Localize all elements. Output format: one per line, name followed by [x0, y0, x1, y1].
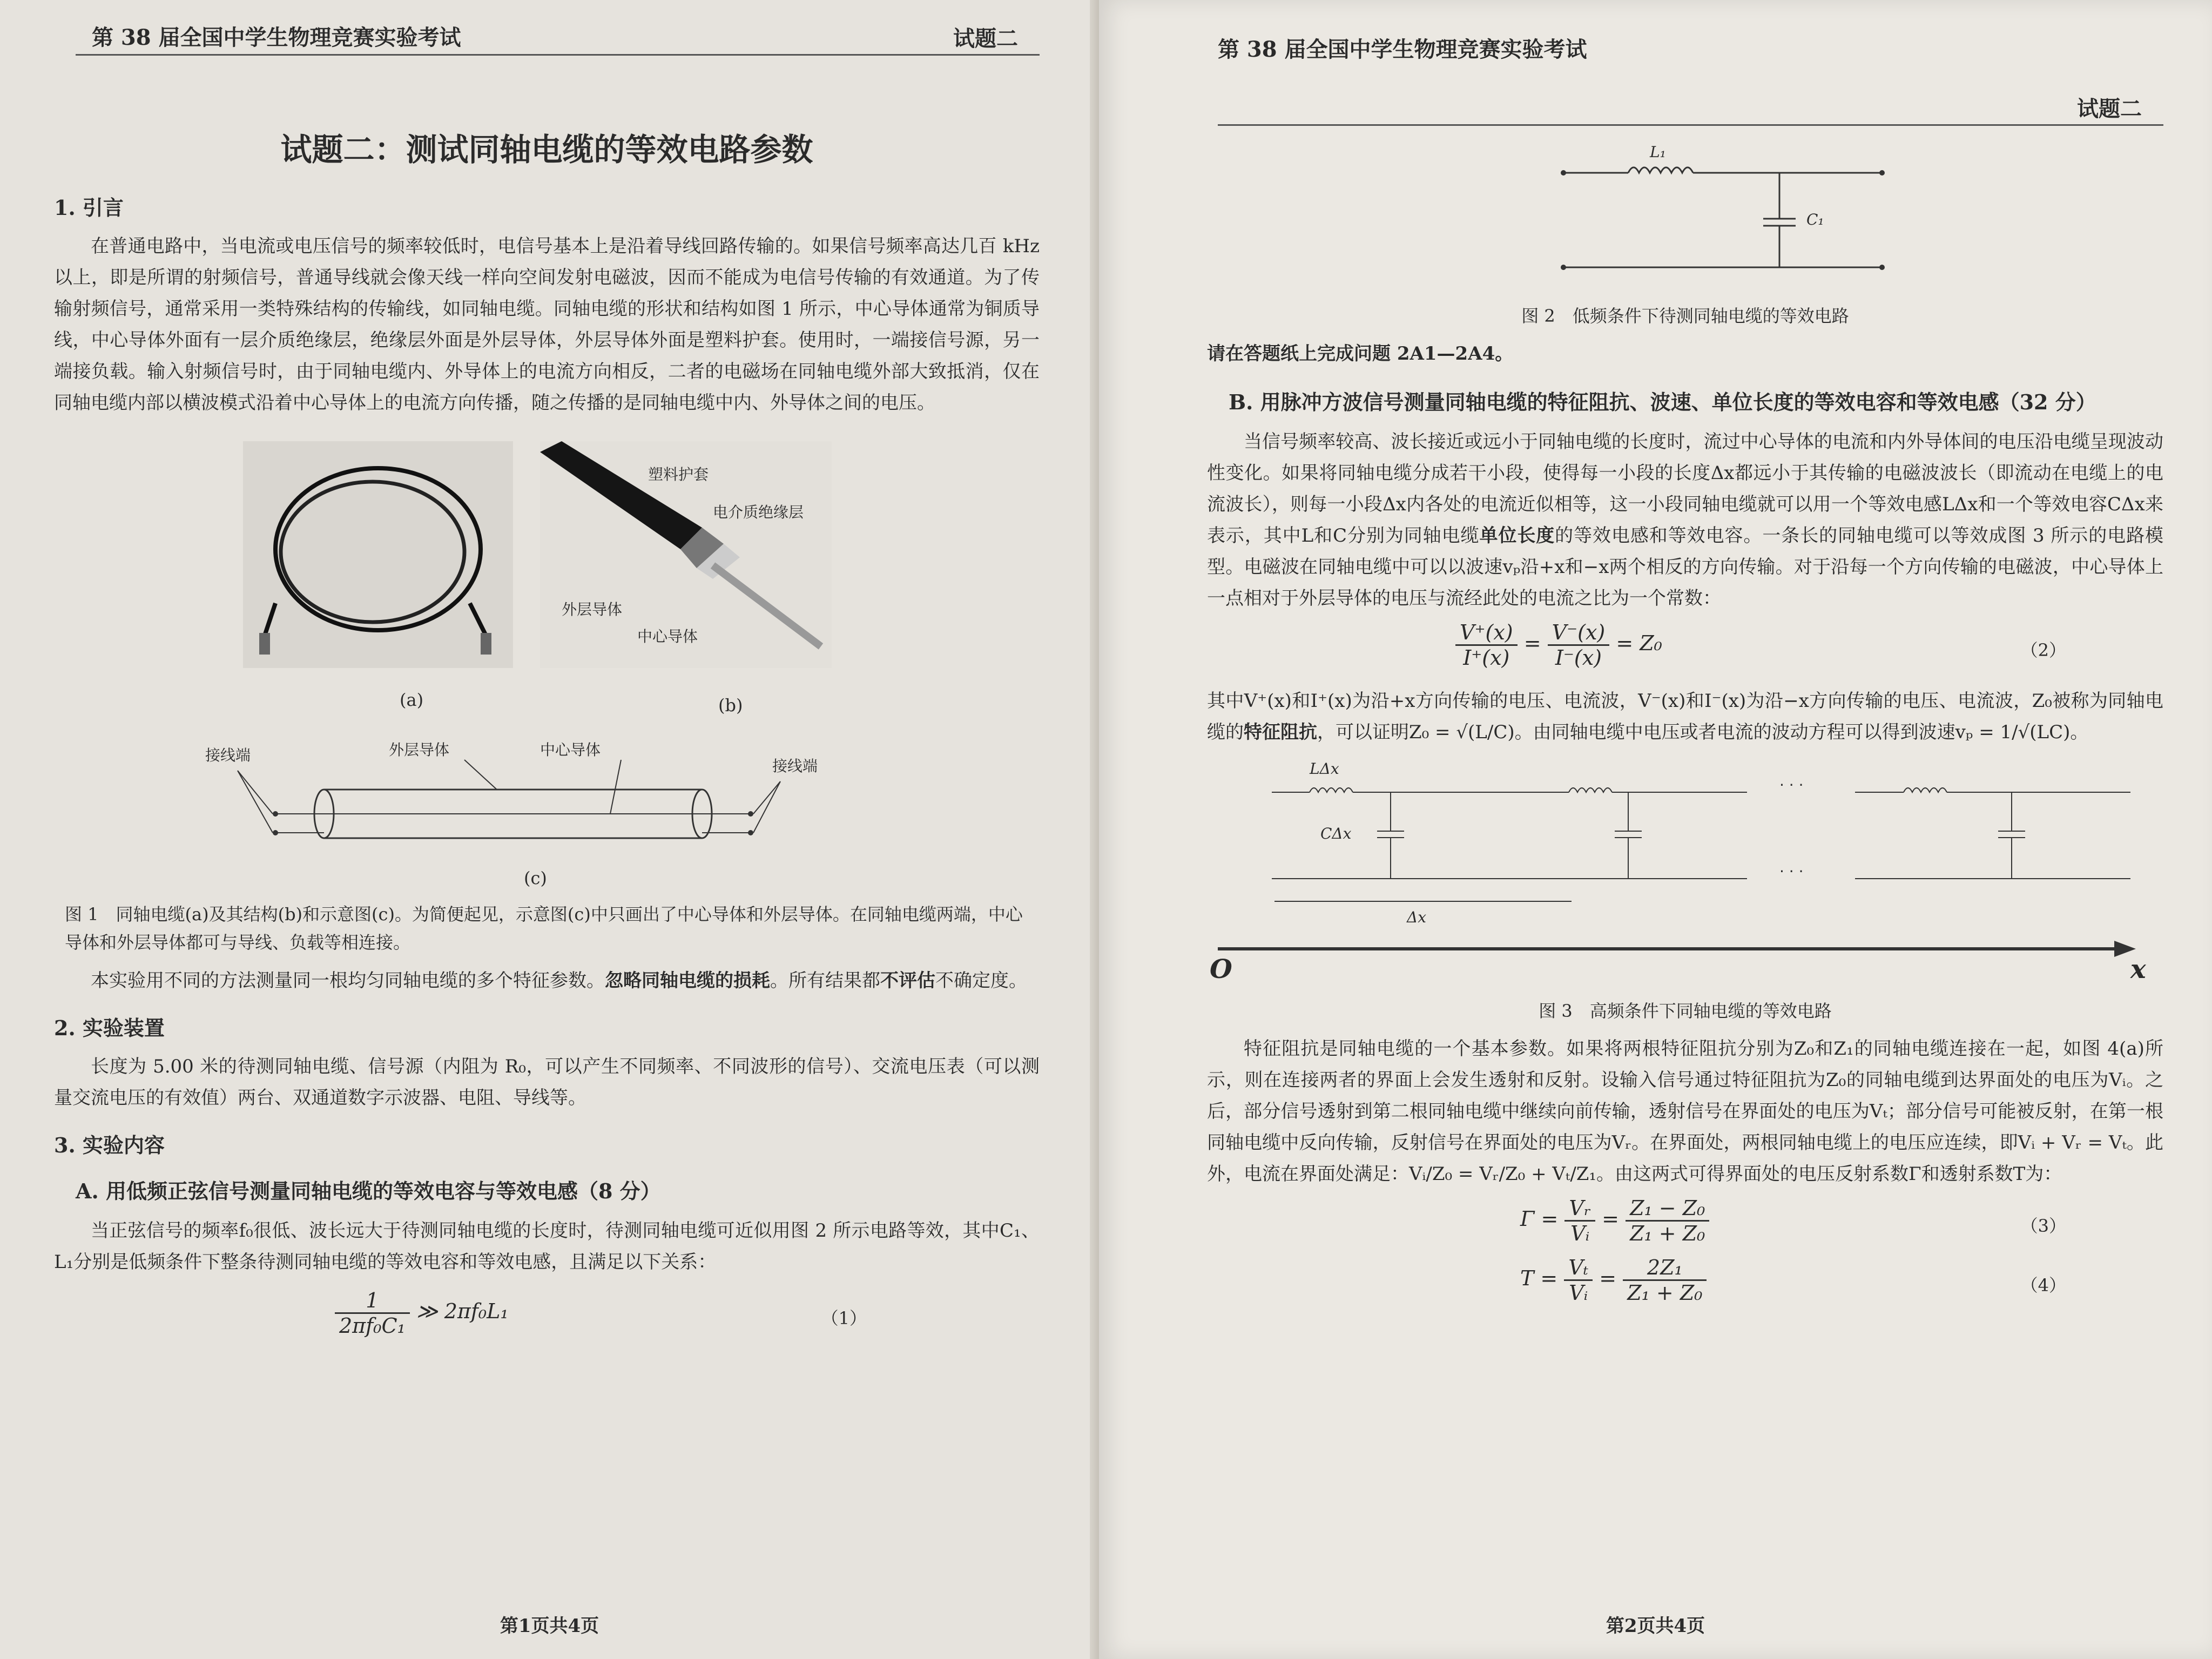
label-jacket: 塑料护套 — [648, 466, 709, 483]
page-footer: 第2页共4页 — [1606, 1615, 1705, 1637]
paragraph: 其中V⁺(x)和I⁺(x)为沿+x方向传输的电压、电流波，V⁻(x)和I⁻(x)为沿−x方向传输的电压、电流波，Z₀被称为同轴电缆的特征阻抗，可以证明Z₀ = √(L/C)。由同轴电缆中电压或者电流的波动方程可以得到波速vₚ = 1/√(LC)。 — [1207, 690, 2163, 743]
equation-number: （1） — [821, 1308, 867, 1328]
label-origin: O — [1210, 954, 1232, 984]
instruction-note: 请在答题纸上完成问题 2A1—2A4。 — [1207, 343, 1514, 365]
equation-2: $\frac{V^+(x)}{I^+(x)}$ = $\frac{V^-(x)}{I^-(x)}$ = Z₀ （2） — [1207, 621, 2163, 685]
header-rule — [76, 54, 1040, 56]
paragraph: 当信号频率较高、波长接近或远小于同轴电缆的长度时，流过中心导体的电流和内外导体间的电压沿电缆呈现波动性变化。如果将同轴电缆分成若干小段，使得每一小段的长度Δx都远小于其传输的电磁波波长（即流动在电缆上的电流波长），则每一小段Δx内各处的电流近似相等，这一小段同轴电缆就可以用一个等效电感LΔx和一个等效电容CΔx来表示，其中L和C分别为同轴电缆单位长度的等效电感和等效电容。一条长的同轴电缆可以等效成图 3 所示的电路模型。电磁波在同轴电缆中可以以波速vₚ沿+x和−x两个相反的方向传输。对于沿每一个方向传输的电磁波，中心导体上一点相对于外层导体的电压与流经此处的电流之比为一个常数： — [1207, 431, 2164, 609]
left-page — [0, 0, 1099, 1659]
label-C-dx: CΔx — [1320, 825, 1352, 842]
label-L1: L₁ — [1650, 143, 1666, 161]
label-dielectric: 电介质绝缘层 — [713, 503, 804, 521]
label-c: (c) — [524, 868, 547, 888]
paragraph: 本实验用不同的方法测量同一根均匀同轴电缆的多个特征参数。忽略同轴电缆的损耗。所有结果都不评估不确定度。 — [91, 970, 1027, 992]
cable-structure-image — [540, 441, 832, 668]
section-heading: 3. 实验内容 — [54, 1133, 165, 1157]
cable-photo — [243, 441, 513, 668]
label-outer-c: 外层导体 — [389, 741, 450, 759]
equation-4: T = $\frac{\text{Vₜ}}{\text{Vᵢ}}$ = $\frac{\text{2Z₁}}{\text{Z₁ + Z₀}}$ （4） — [1520, 1256, 2066, 1305]
exam-title: 第 38 届全国中学生物理竞赛实验考试 — [92, 25, 461, 50]
label-b: (b) — [718, 695, 743, 716]
subsection-heading: A. 用低频正弦信号测量同轴电缆的等效电容与等效电感（8 分） — [76, 1179, 661, 1203]
label-dx: Δx — [1407, 908, 1427, 926]
figure-3-caption: 图 3 高频条件下同轴电缆的等效电路 — [1539, 1001, 1832, 1021]
equation-number: （2） — [2020, 640, 2066, 660]
figure-1-caption: 图 1 同轴电缆(a)及其结构(b)和示意图(c)。为简便起见，示意图(c)中只画出了中心导体和外层导体。在同轴电缆两端，中心导体和外层导体都可与导线、负载等相连接。 — [65, 904, 1023, 953]
ellipsis-top: · · · — [1779, 776, 1804, 794]
label-x-axis: x — [2130, 954, 2146, 984]
paragraph: 特征阻抗是同轴电缆的一个基本参数。如果将两根特征阻抗分别为Z₀和Z₁的同轴电缆连接在一起，如图 4(a)所示，则在连接两者的界面上会发生透射和反射。设输入信号通过特征阻抗为Z₀的同轴电缆到达界面处的电压为Vᵢ。之后，部分信号透射到第二根同轴电缆中继续向前传输，透射信号在界面处的电压为Vₜ；部分信号可能被反射，在第一根同轴电缆中反向传输，反射信号在界面处的电压为Vᵣ。在界面处，两根同轴电缆上的电压应连续，即Vᵢ + Vᵣ = Vₜ。此外，电流在界面处满足：Vᵢ/Z₀ = Vᵣ/Z₀ + Vₜ/Z₁。由这两式可得界面处的电压反射系数Γ和透射系数T为： — [1207, 1038, 2163, 1185]
ellipsis-bottom: · · · — [1779, 862, 1804, 880]
label-terminal-left: 接线端 — [205, 746, 251, 764]
problem-title: 试题二：测试同轴电缆的等效电路参数 — [280, 131, 813, 168]
label-a: (a) — [400, 690, 424, 710]
label-center-c: 中心导体 — [540, 741, 601, 759]
right-page — [1099, 0, 2212, 1659]
label-terminal-right: 接线端 — [772, 757, 818, 775]
section-heading: 1. 引言 — [54, 195, 124, 220]
problem-label: 试题二 — [953, 26, 1018, 51]
coil-cable-image — [243, 441, 513, 668]
figure-2-caption: 图 2 低频条件下待测同轴电缆的等效电路 — [1521, 306, 1849, 326]
subsection-heading: B. 用脉冲方波信号测量同轴电缆的特征阻抗、波速、单位长度的等效电容和等效电感（32 分） — [1229, 390, 2096, 414]
header-rule — [1218, 124, 2163, 126]
exam-title: 第 38 届全国中学生物理竞赛实验考试 — [1218, 37, 1587, 62]
figure-1c — [54, 738, 1040, 895]
figure-2 — [1207, 135, 2163, 297]
label-outer: 外层导体 — [562, 601, 623, 618]
section-heading: 2. 实验装置 — [54, 1016, 165, 1040]
lc-circuit — [1207, 135, 2163, 297]
distributed-lc-circuit — [1207, 754, 2163, 981]
label-L-dx: LΔx — [1310, 760, 1339, 778]
page-header — [54, 0, 1040, 65]
paragraph: 在普通电路中，当电流或电压信号的频率较低时，电信号基本上是沿着导线回路传输的。如果信号频率高达几百 kHz 以上，即是所谓的射频信号，普通导线就会像天线一样向空间发射电磁波，因而不能成为电信号传输的有效通道。为了传输射频信号，通常采用一类特殊结构的传输线，如同轴电缆。同轴电缆的形状和结构如图 1 所示，中心导体通常为铜质导线，中心导体外面有一层介质绝缘层，绝缘层外面是外层导体，外层导体外面是塑料护套。使用时，一端接信号源，另一端接负载。输入射频信号时，由于同轴电缆内、外导体上的电流方向相反，二者的电磁场在同轴电缆外部大致抵消，仅在同轴电缆内部以横波模式沿着中心导体上的电流方向传播，随之传播的是同轴电缆中内、外导体之间的电压。 — [54, 235, 1040, 414]
page-footer: 第1页共4页 — [500, 1615, 599, 1637]
equation-number: （3） — [2020, 1216, 2066, 1236]
equation-number: （4） — [2020, 1275, 2066, 1296]
label-center: 中心导体 — [637, 628, 698, 645]
paragraph: 当正弦信号的频率f₀很低、波长远大于待测同轴电缆的长度时，待测同轴电缆可近似用图 2 所示电路等效，其中C₁、L₁分别是低频条件下整条待测同轴电缆的等效电容和等效电感，且满足以下关系： — [54, 1220, 1040, 1273]
page-header — [1207, 0, 2163, 135]
figure-3 — [1207, 754, 2163, 984]
equation-1: $\frac{1}{\text{2πf₀C₁}}$ ≫ 2πf₀L₁ （1） — [54, 1289, 1040, 1353]
equation-3: Γ = $\frac{\text{Vᵣ}}{\text{Vᵢ}}$ = $\frac{\text{Z₁ − Z₀}}{\text{Z₁ + Z₀}}$ （3） — [1520, 1196, 2066, 1245]
label-C1: C₁ — [1806, 211, 1824, 228]
paragraph: 长度为 5.00 米的待测同轴电缆、信号源（内阻为 R₀，可以产生不同频率、不同波形的信号）、交流电压表（可以测量交流电压的有效值）两台、双通道数字示波器、电阻、导线等。 — [54, 1056, 1040, 1109]
problem-label: 试题二 — [2077, 96, 2142, 122]
figure-1 — [54, 425, 1040, 738]
